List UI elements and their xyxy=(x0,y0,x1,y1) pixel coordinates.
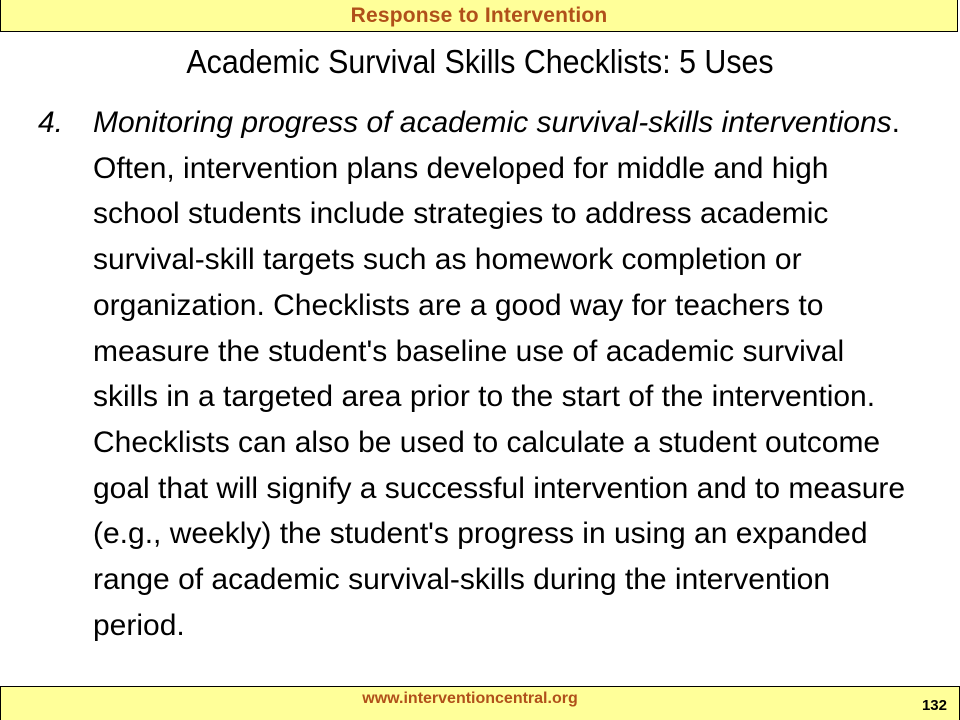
list-item-line: period. xyxy=(93,608,185,642)
list-item-line: skills in a targeted area prior to the start of the intervention. xyxy=(93,380,876,414)
numbered-list-item xyxy=(38,100,928,648)
list-item-line: organization. Checklists are a good way for teachers to xyxy=(93,288,824,322)
list-item-number: 4. xyxy=(38,106,64,139)
list-item-line: survival-skill targets such as homework completion or xyxy=(93,243,802,277)
list-item-body xyxy=(93,100,928,648)
list-item-line: measure the student's baseline use of academic survival xyxy=(93,334,845,368)
list-item-line: Often, intervention plans developed for middle and high xyxy=(93,151,829,185)
list-item-line: (e.g., weekly) the student's progress in using an expanded xyxy=(93,517,868,551)
header-banner-title: Response to Intervention xyxy=(350,4,608,27)
list-item-line: range of academic survival-skills during the intervention xyxy=(93,563,831,597)
slide-title: Academic Survival Skills Checklists: 5 Uses xyxy=(186,43,774,80)
list-item-heading: Monitoring progress of academic survival-skills interventions xyxy=(93,106,892,139)
list-item-line: Monitoring progress of academic survival-skills interventions. xyxy=(93,106,900,139)
list-item-line: goal that will signify a successful intervention and to measure xyxy=(93,471,906,505)
list-item-line: Checklists can also be used to calculate a student outcome xyxy=(93,425,881,459)
footer-banner xyxy=(0,686,960,720)
footer-website-link[interactable]: www.interventioncentral.org xyxy=(362,690,578,707)
page-number: 132 xyxy=(921,697,947,714)
header-banner xyxy=(0,0,958,32)
list-item-line: school students include strategies to address academic xyxy=(93,197,829,231)
